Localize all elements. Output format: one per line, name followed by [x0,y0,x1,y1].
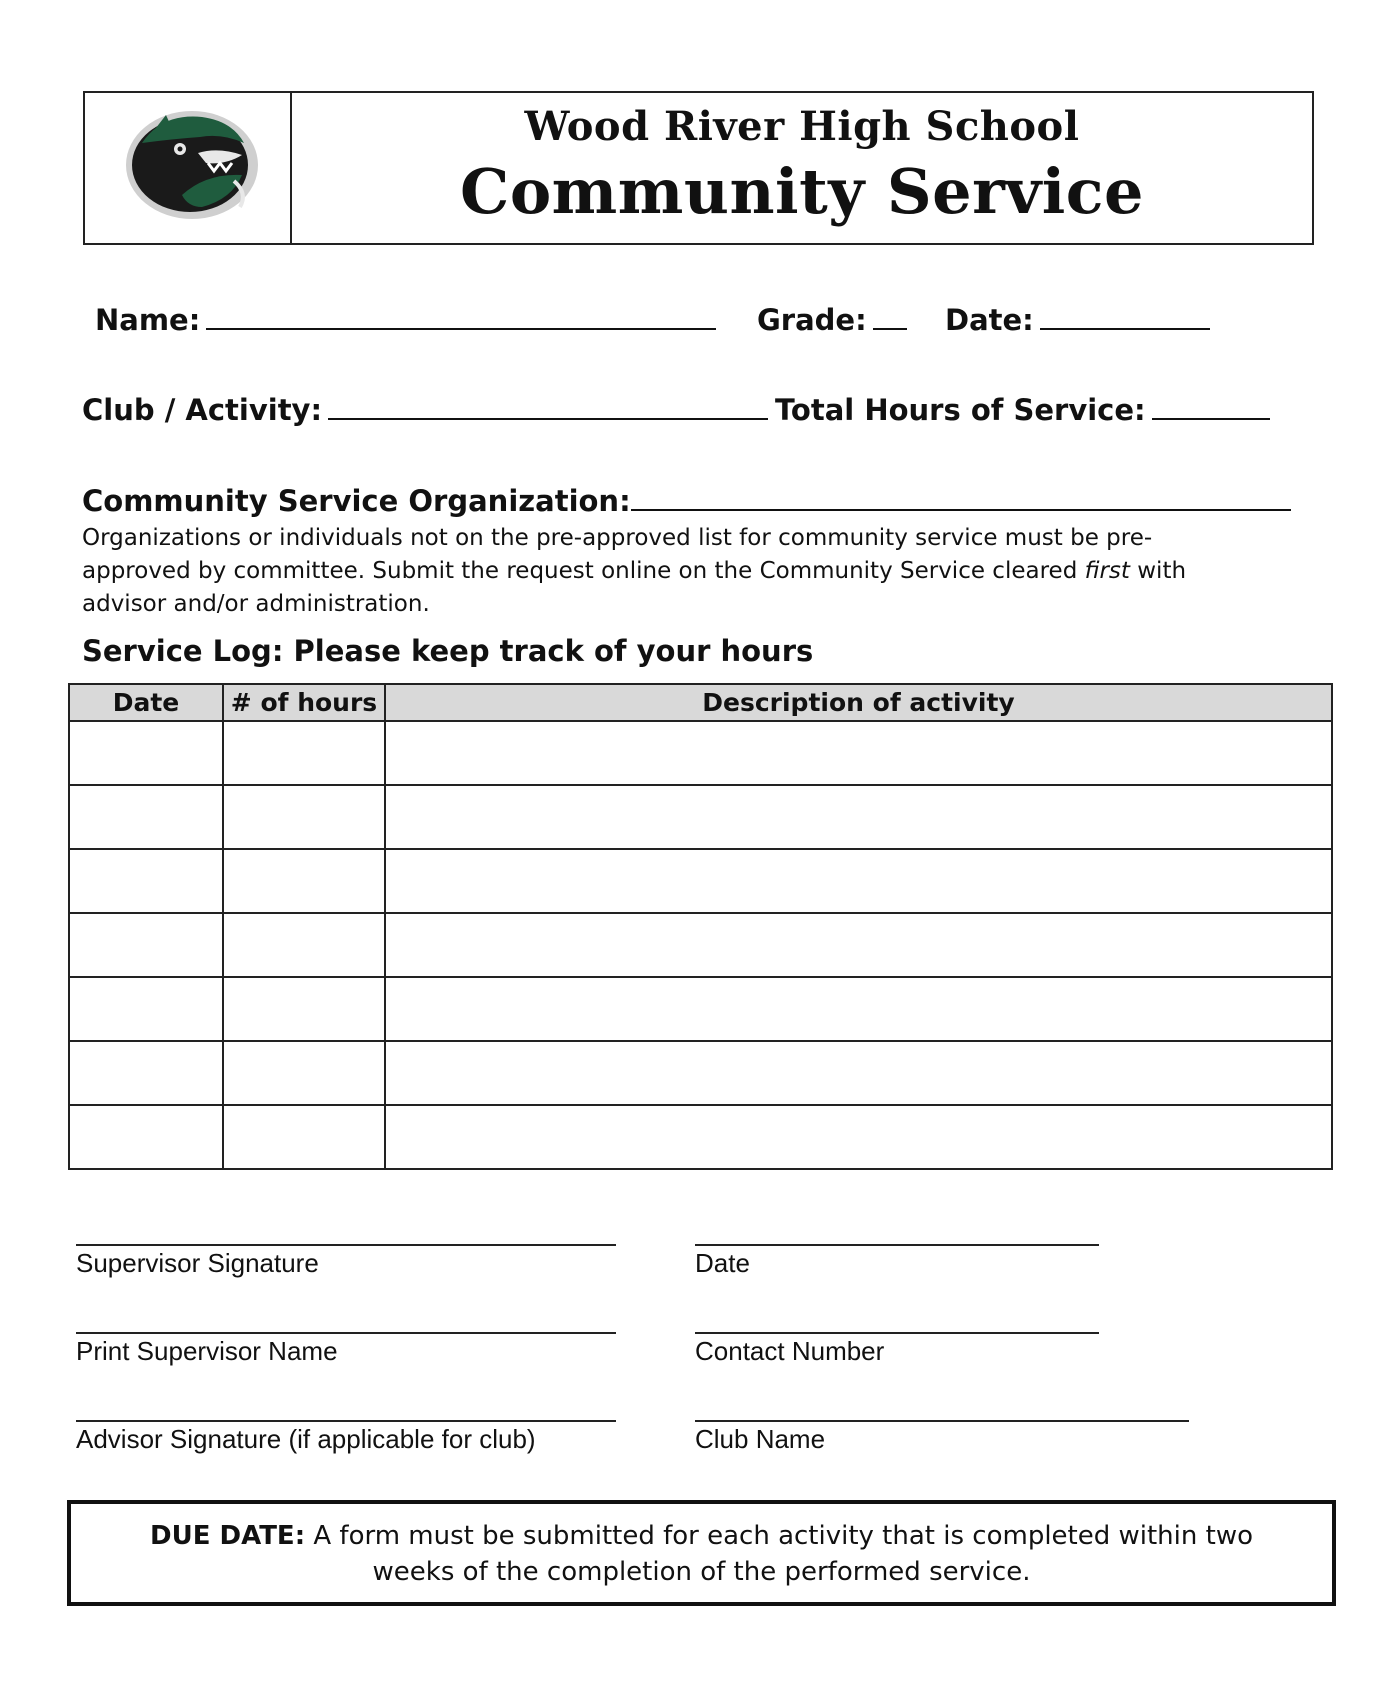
table-header-row [69,684,1332,721]
date-blank[interactable] [1040,302,1210,330]
grade-blank[interactable] [873,302,907,330]
description-cell[interactable] [385,1041,1332,1105]
table-row [69,1105,1332,1169]
contact-number-line[interactable] [695,1332,1099,1334]
supervisor-signature-line[interactable] [76,1244,616,1246]
service-log-table [68,683,1333,1170]
wolverine-mascot-logo-icon [122,103,262,223]
total-hours-blank[interactable] [1152,392,1270,420]
name-field[interactable] [95,302,716,337]
description-cell[interactable] [385,849,1332,913]
due-date-text: A form must be submitted for each activity that is completed within two weeks of the completion of the performed service. [305,1521,1253,1587]
date-cell[interactable] [69,849,223,913]
organization-label: Community Service Organization: [82,484,631,518]
form-title: Community Service [459,155,1145,228]
description-cell[interactable] [385,785,1332,849]
description-cell[interactable] [385,977,1332,1041]
form-header [83,91,1314,245]
contact-number-label: Contact Number [695,1336,885,1366]
hours-cell[interactable] [223,913,385,977]
grade-field[interactable] [757,302,907,337]
date-cell[interactable] [69,785,223,849]
due-date-label: DUE DATE: [150,1521,306,1551]
advisor-signature-line[interactable] [76,1420,616,1422]
date-cell[interactable] [69,913,223,977]
table-row [69,785,1332,849]
column-header-date: Date [69,684,223,721]
print-supervisor-name-line[interactable] [76,1332,616,1334]
due-date-notice [67,1500,1336,1606]
advisor-signature-label: Advisor Signature (if applicable for club) [76,1424,536,1454]
signature-date-line[interactable] [695,1244,1099,1246]
pre-approval-note: Organizations or individuals not on the pre-approved list for community service must be pre-approved by committee. Submit the request online on the Community Service cleared first with advisor and/or administration. [82,525,1187,617]
date-cell[interactable] [69,1041,223,1105]
organization-blank[interactable] [631,483,1291,511]
signature-date-label: Date [695,1248,750,1278]
club-activity-label: Club / Activity: [82,393,323,427]
date-cell[interactable] [69,977,223,1041]
club-name-label: Club Name [695,1424,826,1454]
name-blank[interactable] [206,302,716,330]
hours-cell[interactable] [223,849,385,913]
description-cell[interactable] [385,721,1332,785]
hours-cell[interactable] [223,1041,385,1105]
hours-cell[interactable] [223,1105,385,1169]
club-name-line[interactable] [695,1420,1189,1422]
total-hours-field[interactable] [775,392,1270,427]
description-cell[interactable] [385,1105,1332,1169]
club-activity-field[interactable] [82,392,768,427]
club-activity-blank[interactable] [328,392,768,420]
column-header-hours: # of hours [223,684,385,721]
table-row [69,1041,1332,1105]
date-cell[interactable] [69,1105,223,1169]
school-name: Wood River High School [524,103,1080,150]
table-row [69,849,1332,913]
description-cell[interactable] [385,913,1332,977]
hours-cell[interactable] [223,721,385,785]
table-row [69,977,1332,1041]
hours-cell[interactable] [223,785,385,849]
column-header-description: Description of activity [385,684,1332,721]
total-hours-label: Total Hours of Service: [775,393,1146,427]
table-row [69,913,1332,977]
organization-field[interactable] [82,483,1291,518]
service-log-heading: Service Log: Please keep track of your hours [82,634,814,668]
logo-cell [85,93,292,243]
date-label: Date: [945,303,1034,337]
date-cell[interactable] [69,721,223,785]
note-emphasis: first [1084,558,1130,584]
supervisor-signature-label: Supervisor Signature [76,1248,319,1278]
name-label: Name: [95,303,201,337]
table-row [69,721,1332,785]
grade-label: Grade: [757,303,867,337]
hours-cell[interactable] [223,977,385,1041]
print-supervisor-name-label: Print Supervisor Name [76,1336,338,1366]
date-field[interactable] [945,302,1210,337]
